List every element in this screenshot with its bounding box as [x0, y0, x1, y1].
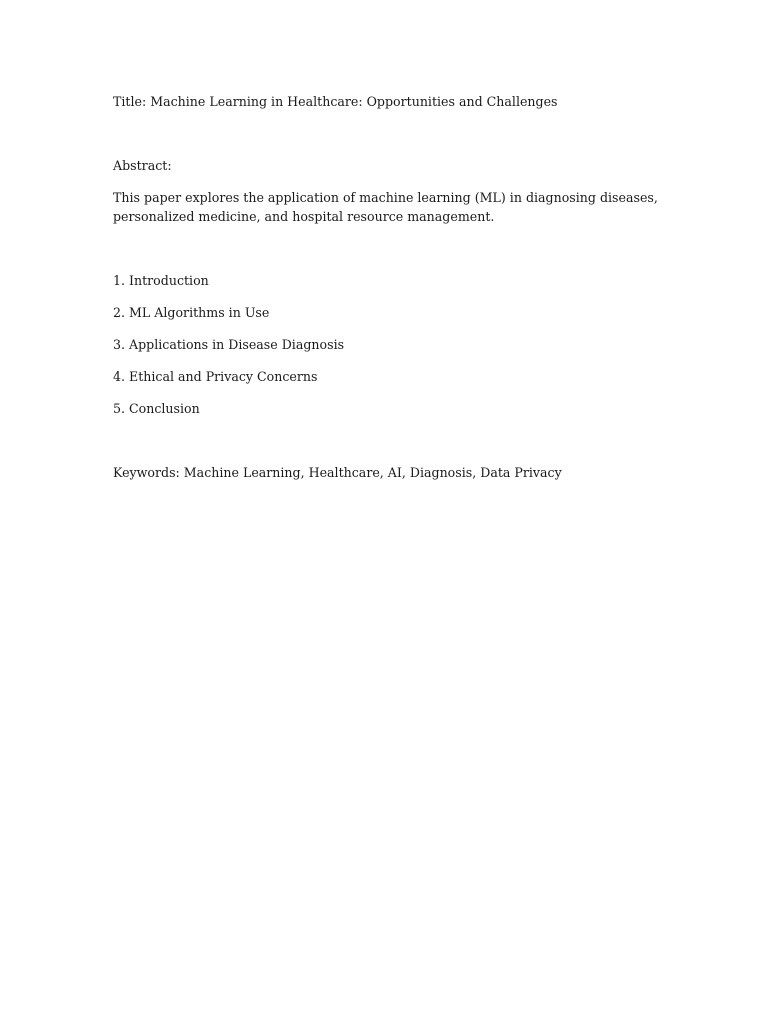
outline-item-applications: 3. Applications in Disease Diagnosis [113, 337, 345, 352]
outline-item-ethical-privacy: 4. Ethical and Privacy Concerns [113, 369, 318, 384]
abstract-heading: Abstract: [113, 158, 172, 173]
document-title: Title: Machine Learning in Healthcare: Opportunities and Challenges [113, 94, 558, 109]
outline-item-conclusion: 5. Conclusion [113, 401, 200, 416]
abstract-line: This paper explores the application of machine learning (ML) in diagnosing diseases, [113, 190, 658, 205]
keywords-line: Keywords: Machine Learning, Healthcare, AI, Diagnosis, Data Privacy [113, 465, 562, 480]
outline-item-ml-algorithms: 2. ML Algorithms in Use [113, 305, 270, 320]
abstract-text [113, 188, 658, 226]
abstract-line: personalized medicine, and hospital resource management. [113, 209, 495, 224]
outline-item-introduction: 1. Introduction [113, 273, 209, 288]
